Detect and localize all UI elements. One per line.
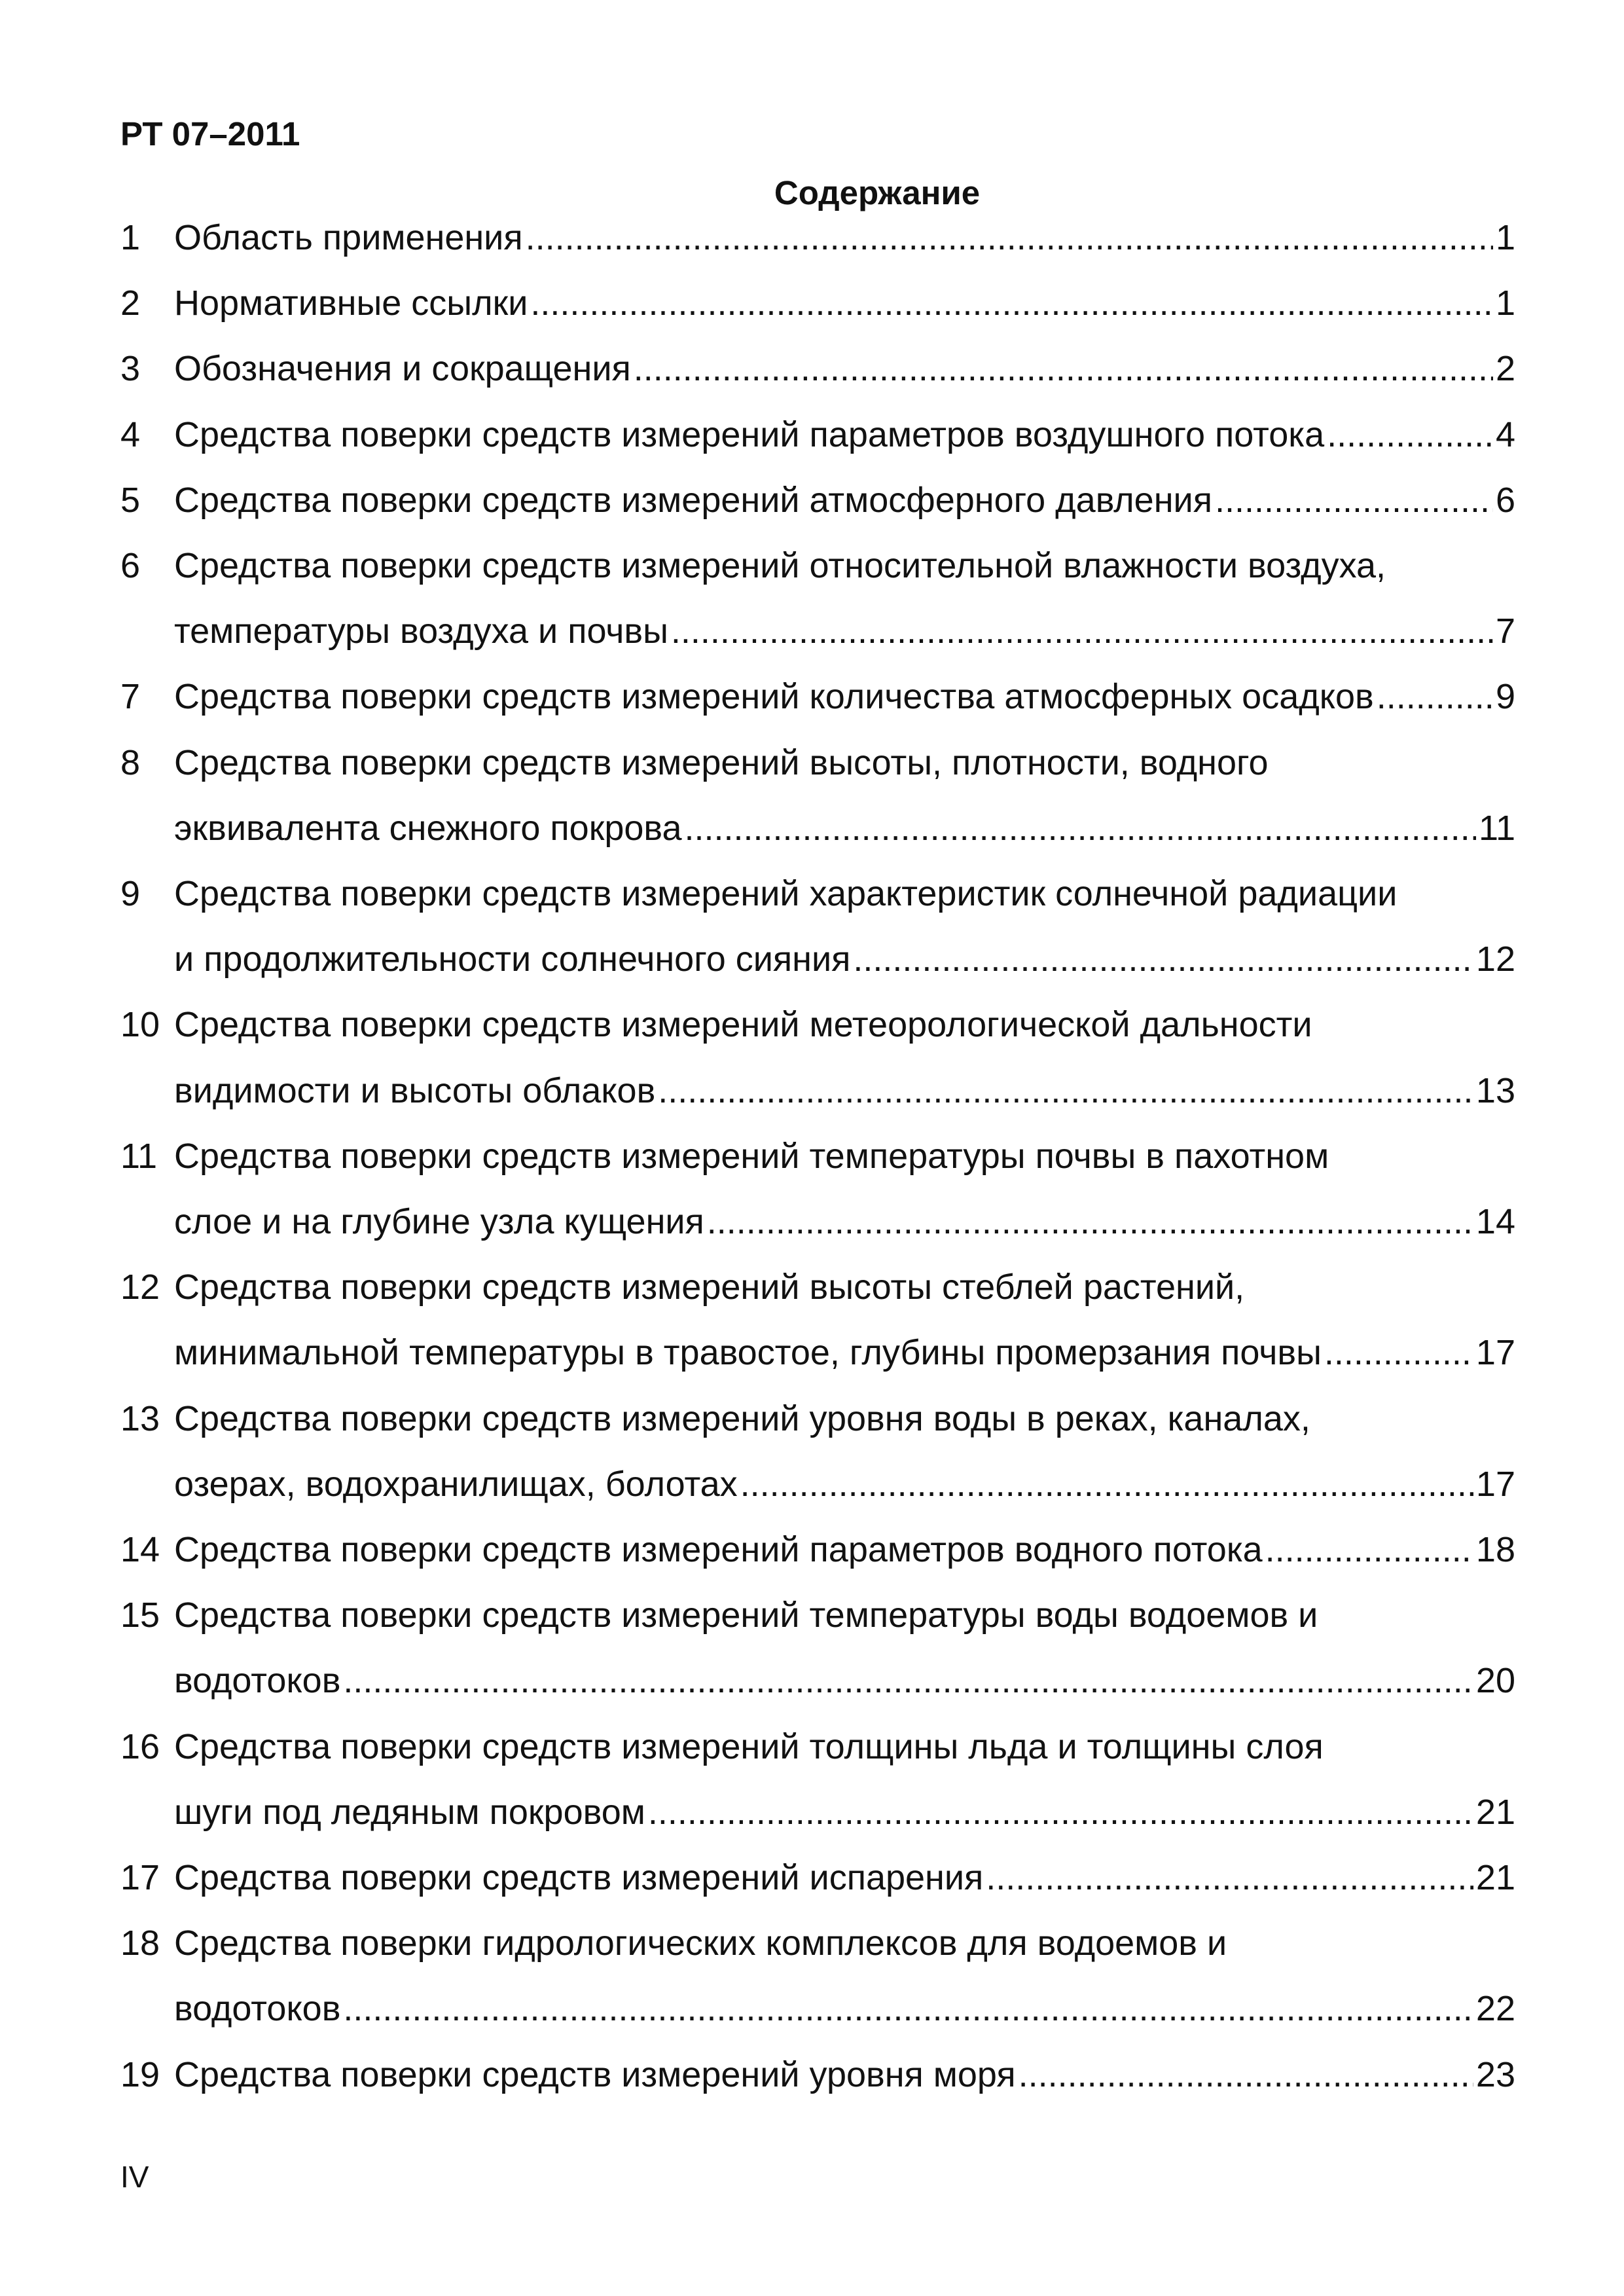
toc-entry-number: 17	[120, 1858, 160, 1897]
toc-entry-title: Средства поверки средств измерений характеристик солнечной радиации	[174, 874, 1398, 913]
toc-entry-number: 12	[120, 1267, 160, 1307]
toc-entry-title: Средства поверки гидрологических комплексов для водоемов и	[174, 1923, 1227, 1963]
toc-entry-number: 13	[120, 1398, 160, 1438]
toc-entry-number: 3	[120, 349, 141, 389]
toc-entry-title: температуры воздуха и почвы	[174, 611, 668, 651]
toc-entry-line	[0, 1065, 1624, 1117]
toc-entry-title: Обозначения и сокращения	[174, 349, 631, 389]
toc-entry-page: 17	[1475, 1333, 1515, 1373]
toc-entry-line	[0, 1195, 1624, 1248]
toc-dot-leader	[740, 1458, 1473, 1510]
toc-dot-leader	[343, 1654, 1473, 1707]
toc-entry-page: 2	[1495, 349, 1515, 389]
toc-entry-page: 23	[1475, 2054, 1515, 2094]
toc-entry-leader-row	[174, 2049, 1515, 2101]
toc-entry-title: Средства поверки средств измерений атмосферного давления	[174, 480, 1212, 520]
toc-entry-line	[0, 539, 1624, 592]
toc-entry-number: 9	[120, 874, 141, 913]
toc-entry-number: 1	[120, 218, 141, 257]
toc-entry-page: 18	[1475, 1530, 1515, 1569]
toc-entry-page: 17	[1475, 1464, 1515, 1504]
toc-entry-number: 4	[120, 414, 141, 454]
toc-entry-page: 21	[1475, 1792, 1515, 1832]
toc-entry-leader-row	[174, 474, 1515, 526]
toc-entry-leader-row	[174, 1326, 1515, 1379]
toc-entry-title: и продолжительности солнечного сияния	[174, 939, 851, 979]
toc-entry-line	[0, 1261, 1624, 1313]
toc-entry-page: 4	[1495, 414, 1515, 454]
toc-entry-title: Средства поверки средств измерений высоты, плотности, водного	[174, 742, 1269, 782]
toc-entry-line	[0, 1589, 1624, 1641]
toc-entry-title: Средства поверки средств измерений толщины льда и толщины слоя	[174, 1726, 1324, 1766]
toc-entry-line	[0, 1458, 1624, 1510]
toc-entry-leader-row	[174, 1458, 1515, 1510]
toc-entry-line	[0, 1851, 1624, 1904]
toc-dot-leader	[671, 605, 1493, 657]
toc-entry-title: Средства поверки средств измерений уровня моря	[174, 2054, 1016, 2094]
toc-entry-leader-row	[174, 802, 1515, 854]
toc-entry-title: Средства поверки средств измерений количества атмосферных осадков	[174, 677, 1374, 717]
toc-entry-page: 13	[1475, 1070, 1515, 1110]
toc-entry-line	[0, 933, 1624, 985]
toc-entry-line	[0, 409, 1624, 461]
toc-entry-line	[0, 211, 1624, 264]
toc-entry-page: 20	[1475, 1661, 1515, 1701]
toc-entry-title: видимости и высоты облаков	[174, 1070, 656, 1110]
toc-entry-leader-row	[174, 1654, 1515, 1707]
toc-entry-leader-row	[174, 1982, 1515, 2035]
toc-entry-leader-row	[174, 342, 1515, 395]
toc-dot-leader	[634, 342, 1493, 395]
toc-dot-leader	[1215, 474, 1493, 526]
toc-entry-number: 14	[120, 1530, 160, 1569]
toc-entry-title: озерах, водохранилищах, болотах	[174, 1464, 738, 1504]
toc-entry-leader-row	[174, 670, 1515, 723]
toc-entry-title: Средства поверки средств измерений метеорологической дальности	[174, 1005, 1312, 1045]
toc-entry-line	[0, 1523, 1624, 1576]
toc-entry-page: 1	[1495, 283, 1515, 323]
toc-entry-title: Область применения	[174, 218, 523, 257]
toc-title: Содержание	[774, 174, 981, 211]
toc-entry-leader-row	[174, 1195, 1515, 1248]
toc-entry-title: Средства поверки средств измерений температуры воды водоемов и	[174, 1595, 1318, 1635]
toc-entry-number: 10	[120, 1005, 160, 1045]
toc-entry-number: 8	[120, 742, 141, 782]
toc-entry-leader-row	[174, 277, 1515, 329]
toc-dot-leader	[343, 1982, 1473, 2035]
toc-entry-title: Средства поверки средств измерений испарения	[174, 1858, 984, 1897]
toc-entry-number: 6	[120, 546, 141, 585]
toc-entry-page: 9	[1495, 677, 1515, 717]
toc-entry-line	[0, 1326, 1624, 1379]
toc-entry-title: Нормативные ссылки	[174, 283, 528, 323]
toc-entry-line	[0, 1982, 1624, 2035]
toc-entry-page: 12	[1475, 939, 1515, 979]
toc-entry-line	[0, 1654, 1624, 1707]
toc-entry-page: 6	[1495, 480, 1515, 520]
toc-entry-line	[0, 737, 1624, 789]
document-code: РТ 07–2011	[120, 115, 300, 153]
toc-entry-line	[0, 474, 1624, 526]
toc-entry-line	[0, 1393, 1624, 1445]
toc-dot-leader	[526, 211, 1493, 264]
toc-entry-number: 18	[120, 1923, 160, 1963]
toc-entry-title: водотоков	[174, 1661, 341, 1701]
toc-entry-line	[0, 2049, 1624, 2101]
toc-entry-number: 16	[120, 1726, 160, 1766]
toc-entry-line	[0, 1721, 1624, 1773]
toc-entry-title: водотоков	[174, 1989, 341, 2029]
toc-entry-page: 1	[1495, 218, 1515, 257]
toc-dot-leader	[707, 1195, 1473, 1248]
toc-entry-title: Средства поверки средств измерений относительной влажности воздуха,	[174, 546, 1386, 585]
toc-entry-title: Средства поверки средств измерений высоты стеблей растений,	[174, 1267, 1245, 1307]
toc-entry-line	[0, 998, 1624, 1051]
toc-entry-line	[0, 867, 1624, 920]
toc-entry-number: 2	[120, 283, 141, 323]
toc-entry-title: Средства поверки средств измерений параметров водного потока	[174, 1530, 1263, 1569]
toc-entry-leader-row	[174, 933, 1515, 985]
toc-entry-title: минимальной температуры в травостое, глубины промерзания почвы	[174, 1333, 1322, 1373]
toc-dot-leader	[658, 1065, 1473, 1117]
toc-entry-page: 22	[1475, 1989, 1515, 2029]
toc-dot-leader	[1327, 409, 1493, 461]
toc-entry-page: 11	[1478, 808, 1515, 848]
toc-entry-title: Средства поверки средств измерений уровня воды в реках, каналах,	[174, 1398, 1310, 1438]
toc-entry-leader-row	[174, 1851, 1515, 1904]
toc-dot-leader	[685, 802, 1476, 854]
toc-entry-title: слое и на глубине узла кущения	[174, 1202, 704, 1241]
toc-entry-leader-row	[174, 211, 1515, 264]
toc-dot-leader	[1019, 2049, 1473, 2101]
toc-entry-line	[0, 605, 1624, 657]
toc-entry-page: 14	[1475, 1202, 1515, 1241]
toc-entry-line	[0, 342, 1624, 395]
toc-entry-leader-row	[174, 605, 1515, 657]
toc-entry-page: 7	[1495, 611, 1515, 651]
toc-entry-line	[0, 670, 1624, 723]
toc-dot-leader	[530, 277, 1493, 329]
toc-dot-leader	[1265, 1523, 1473, 1576]
toc-entry-number: 11	[120, 1136, 158, 1176]
toc-entry-title: Средства поверки средств измерений температуры почвы в пахотном	[174, 1136, 1329, 1176]
page-number: IV	[120, 2160, 149, 2194]
toc-entry-line	[0, 802, 1624, 854]
toc-dot-leader	[853, 933, 1473, 985]
toc-entry-number: 19	[120, 2054, 160, 2094]
toc-entry-page: 21	[1475, 1858, 1515, 1897]
toc-entry-number: 7	[120, 677, 141, 717]
toc-dot-leader	[986, 1851, 1473, 1904]
toc-dot-leader	[1324, 1326, 1473, 1379]
toc-entry-line	[0, 1130, 1624, 1182]
toc-entry-title: эквивалента снежного покрова	[174, 808, 682, 848]
toc-entry-leader-row	[174, 1523, 1515, 1576]
toc-entry-number: 15	[120, 1595, 160, 1635]
toc-entry-leader-row	[174, 1065, 1515, 1117]
toc-entry-leader-row	[174, 1786, 1515, 1838]
toc-entry-number: 5	[120, 480, 141, 520]
toc-entry-line	[0, 1786, 1624, 1838]
toc-entry-line	[0, 277, 1624, 329]
toc-entry-title: Средства поверки средств измерений параметров воздушного потока	[174, 414, 1325, 454]
toc-entry-leader-row	[174, 409, 1515, 461]
toc-entry-title: шуги под ледяным покровом	[174, 1792, 645, 1832]
toc-dot-leader	[648, 1786, 1473, 1838]
toc-entry-line	[0, 1917, 1624, 1969]
toc-dot-leader	[1377, 670, 1493, 723]
